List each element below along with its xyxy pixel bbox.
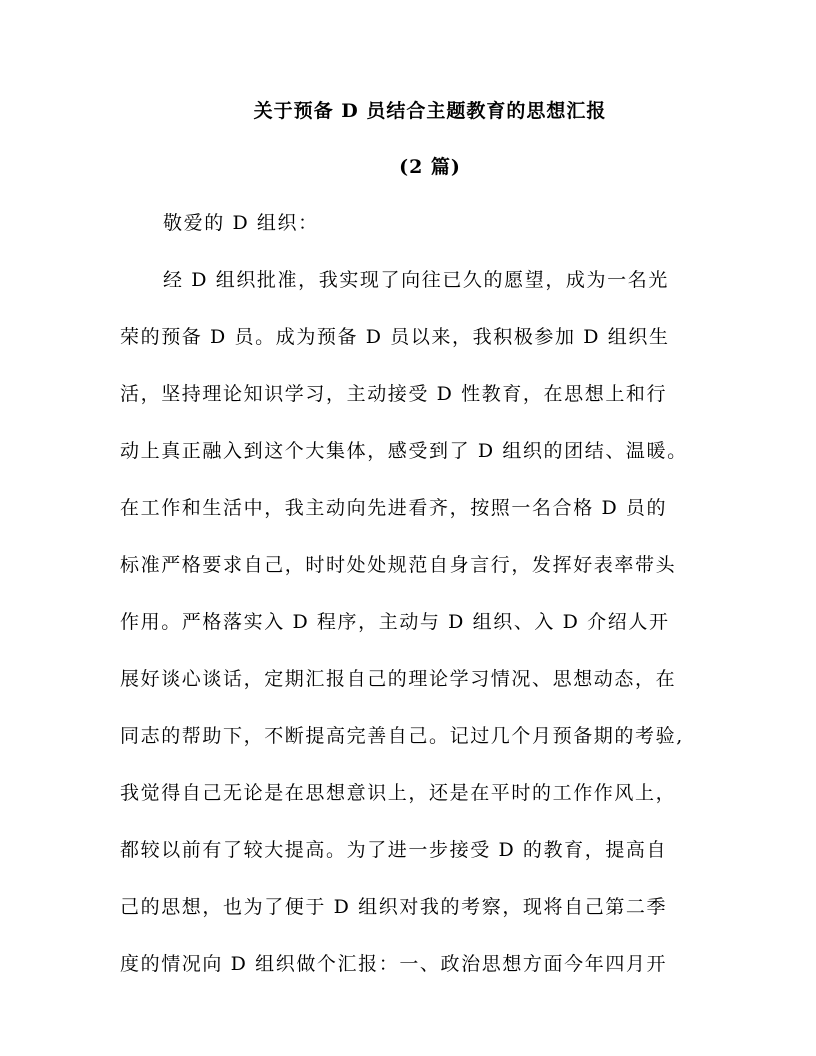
document-subtitle: (2 篇) [399, 156, 461, 178]
paragraph-line: 度的情况向 D 组织做个汇报：一、政治思想方面今年四月开 [120, 953, 668, 975]
paragraph-line: 作用。严格落实入 D 程序，主动与 D 组织、入 D 介绍人开 [120, 611, 670, 633]
paragraph-line: 经 D 组织批准，我实现了向往已久的愿望，成为一名光 [163, 269, 669, 291]
paragraph-line: 在工作和生活中，我主动向先进看齐，按照一名合格 D 员的 [120, 497, 668, 519]
paragraph-line: 己的思想，也为了便于 D 组织对我的考察，现将自己第二季 [120, 896, 668, 918]
paragraph-line: 都较以前有了较大提高。为了进一步接受 D 的教育，提高自 [120, 839, 668, 861]
paragraph-line: 动上真正融入到这个大集体，感受到了 D 组织的团结、温暖。 [120, 440, 688, 462]
document-title: 关于预备 D 员结合主题教育的思想汇报 [253, 100, 607, 122]
paragraph-line: 我觉得自己无论是在思想意识上，还是在平时的工作作风上， [120, 782, 677, 804]
paragraph-line: 同志的帮助下，不断提高完善自己。记过几个月预备期的考验, [120, 725, 684, 747]
paragraph-line: 荣的预备 D 员。成为预备 D 员以来，我积极参加 D 组织生 [120, 326, 670, 348]
paragraph-line: 标准严格要求自己，时时处处规范自身言行，发挥好表率带头 [120, 554, 677, 576]
paragraph-line: 活，坚持理论知识学习，主动接受 D 性教育，在思想上和行 [120, 383, 668, 405]
paragraph-line: 展好谈心谈话，定期汇报自己的理论学习情况、思想动态，在 [120, 668, 677, 690]
salutation: 敬爱的 D 组织： [163, 212, 319, 234]
